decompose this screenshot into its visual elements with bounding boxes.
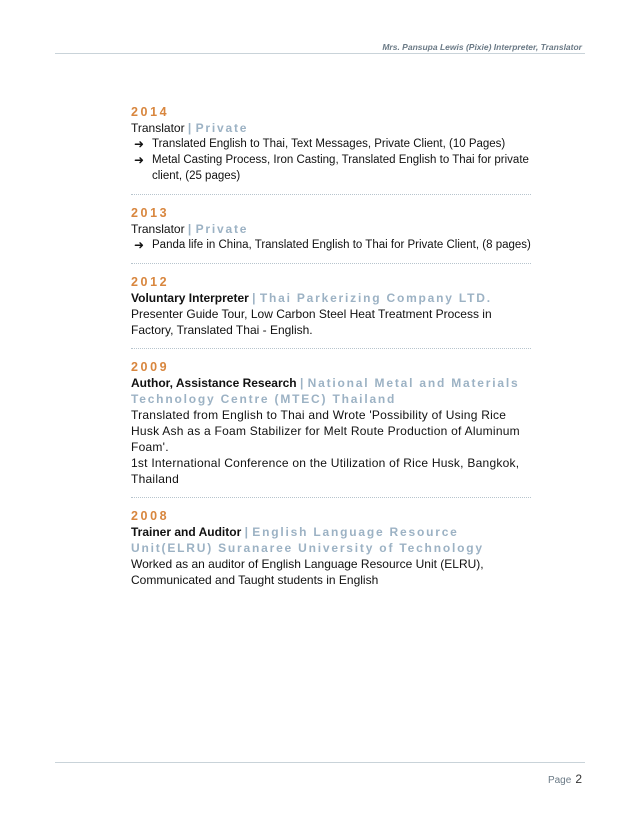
entry-role [131, 524, 531, 556]
entry-year: 2008 [131, 509, 170, 523]
entry-organization: English Language Resource Unit(ELRU) Suranaree University of Technology [131, 525, 484, 555]
entry-divider [131, 194, 531, 195]
footer-rule [55, 762, 585, 763]
bullet-text: Translated English to Thai, Text Messages, Private Client, (10 Pages) [152, 138, 506, 150]
bullet-text: Metal Casting Process, Iron Casting, Translated English to Thai for private client, (25 pages) [152, 154, 529, 182]
entry-description: Presenter Guide Tour, Low Carbon Steel Heat Treatment Process in Factory, Translated Thai - English. [131, 307, 492, 337]
entry-title: Translator [131, 121, 185, 135]
entry-divider [131, 348, 531, 349]
entry-role [131, 120, 531, 136]
entry-role [131, 221, 531, 237]
page-number-value: 2 [575, 772, 582, 786]
entry-separator: | [299, 376, 305, 390]
bullet-text: Panda life in China, Translated English to Thai for Private Client, (8 pages) [152, 239, 531, 251]
entry-title: Trainer and Auditor [131, 525, 242, 539]
entry-year: 2012 [131, 275, 170, 289]
entry-description: 1st International Conference on the Utilization of Rice Husk, Bangkok, Thailand [131, 456, 520, 486]
entry-separator: | [252, 291, 257, 305]
entry-2013 [131, 205, 531, 253]
entry-description: Worked as an auditor of English Language Resource Unit (ELRU), Communicated and Taught students in English [131, 557, 484, 587]
entry-year: 2013 [131, 206, 170, 220]
entry-bullets [131, 136, 531, 184]
page-number [548, 772, 582, 786]
entry-2014 [131, 104, 531, 184]
entry-divider [131, 263, 531, 264]
list-item [131, 152, 531, 184]
entry-2012 [131, 274, 531, 338]
list-item [131, 136, 531, 152]
page-label: Page [547, 775, 572, 786]
entry-2008 [131, 508, 531, 588]
entry-separator: | [187, 222, 193, 236]
entry-title: Translator [131, 222, 185, 236]
entry-separator: | [244, 525, 249, 539]
arrow-right-icon: ➜ [134, 153, 145, 167]
experience-list [131, 104, 531, 588]
entry-year: 2009 [131, 360, 170, 374]
arrow-right-icon: ➜ [134, 137, 145, 151]
entry-title: Author, Assistance Research [131, 376, 297, 390]
entry-separator: | [187, 121, 193, 135]
entry-divider [131, 497, 531, 498]
entry-role [131, 375, 531, 407]
entry-2009 [131, 359, 531, 487]
list-item [131, 237, 531, 253]
entry-organization: Thai Parkerizing Company LTD. [259, 291, 492, 305]
entry-organization: Private [195, 121, 249, 135]
entry-title: Voluntary Interpreter [131, 291, 249, 305]
entry-organization: National Metal and Materials Technology Centre (MTEC) Thailand [131, 376, 520, 406]
arrow-right-icon: ➜ [134, 238, 145, 252]
entry-year: 2014 [131, 105, 170, 119]
entry-description: Translated from English to Thai and Wrote 'Possibility of Using Rice Husk Ash as a Foam Stabilizer for Melt Route Production of Aluminum Foam'. [131, 408, 520, 454]
entry-bullets [131, 237, 531, 253]
header-text: Mrs. Pansupa Lewis (Pixie) Interpreter, Translator [382, 42, 582, 52]
entry-organization: Private [195, 222, 249, 236]
header-rule [55, 53, 585, 54]
entry-role [131, 290, 531, 306]
